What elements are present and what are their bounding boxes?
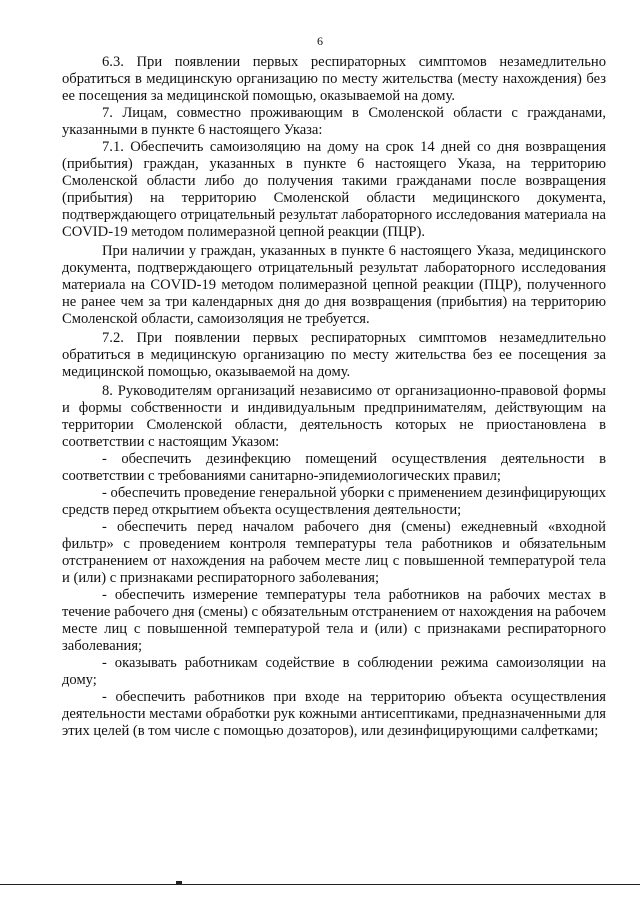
footer-rule: [0, 884, 640, 885]
list-item-disinfection: - обеспечить дезинфекцию помещений осуществления деятельности в соответствии с требованиями санитарно-эпидемиологических правил;: [62, 451, 606, 484]
list-item-hand-sanitizing: - обеспечить работников при входе на территорию объекта осуществления деятельности местами обработки рук кожными антисептиками, предназначенными для этих целей (в том числе с помощью дозаторов), или дезинфицирующими салфетками;: [62, 689, 606, 739]
document-body: [62, 54, 606, 740]
page-number: 6: [317, 34, 323, 48]
list-item-temperature-measurement: - обеспечить измерение температуры тела работников на рабочих местах в течение рабочего дня (смены) с обязательным отстранением от нахождения на рабочем месте лиц с повышенной температурой тела и (или) с признаками респираторного заболевания;: [62, 587, 606, 654]
list-item-entry-filter: - обеспечить перед началом рабочего дня (смены) ежедневный «входной фильтр» с проведением контроля температуры тела работников и обязательным отстранением от нахождения на рабочем месте лиц с повышенной температурой тела и (или) с признаками респираторного заболевания;: [62, 519, 606, 586]
paragraph-7-2: 7.2. При появлении первых респираторных симптомов незамедлительно обратиться в медицинскую организацию по месту жительства без ее посещения за медицинской помощью, оказываемой на дому.: [62, 330, 606, 380]
paragraph-6-3: 6.3. При появлении первых респираторных симптомов незамедлительно обратиться в медицинскую организацию по месту жительства (месту нахождения) без ее посещения за медицинской помощью, оказываемой на дому.: [62, 54, 606, 104]
paragraph-7-1-exception: При наличии у граждан, указанных в пункте 6 настоящего Указа, медицинского документа, подтверждающего отрицательный результат лабораторного исследования материала на COVID-19 методом полимеразной цепной реакции (ПЦР), полученного не ранее чем за три календарных дня до дня возвращения (прибытия) на территорию Смоленской области, самоизоляция не требуется.: [62, 243, 606, 327]
paragraph-7: 7. Лицам, совместно проживающим в Смоленской области с гражданами, указанными в пункте 6 настоящего Указа:: [62, 105, 606, 138]
list-item-general-cleaning: - обеспечить проведение генеральной уборки с применением дезинфицирующих средств перед открытием объекта осуществления деятельности;: [62, 485, 606, 518]
paragraph-7-1: 7.1. Обеспечить самоизоляцию на дому на срок 14 дней со дня возвращения (прибытия) граждан, указанных в пункте 6 настоящего Указа, на территорию Смоленской области либо до получения такими гражданами после возвращения (прибытия) на территорию Смоленской области медицинского документа, подтверждающего отрицательный результат лабораторного исследования материала на COVID-19 методом полимеразной цепной реакции (ПЦР).: [62, 139, 606, 240]
paragraph-8: 8. Руководителям организаций независимо от организационно-правовой формы и формы собственности и индивидуальным предпринимателям, действующим на территории Смоленской области, деятельность которых не приостановлена в соответствии с настоящим Указом:: [62, 383, 606, 450]
footer-mark: [176, 881, 182, 884]
list-item-self-isolation-assistance: - оказывать работникам содействие в соблюдении режима самоизоляции на дому;: [62, 655, 606, 688]
